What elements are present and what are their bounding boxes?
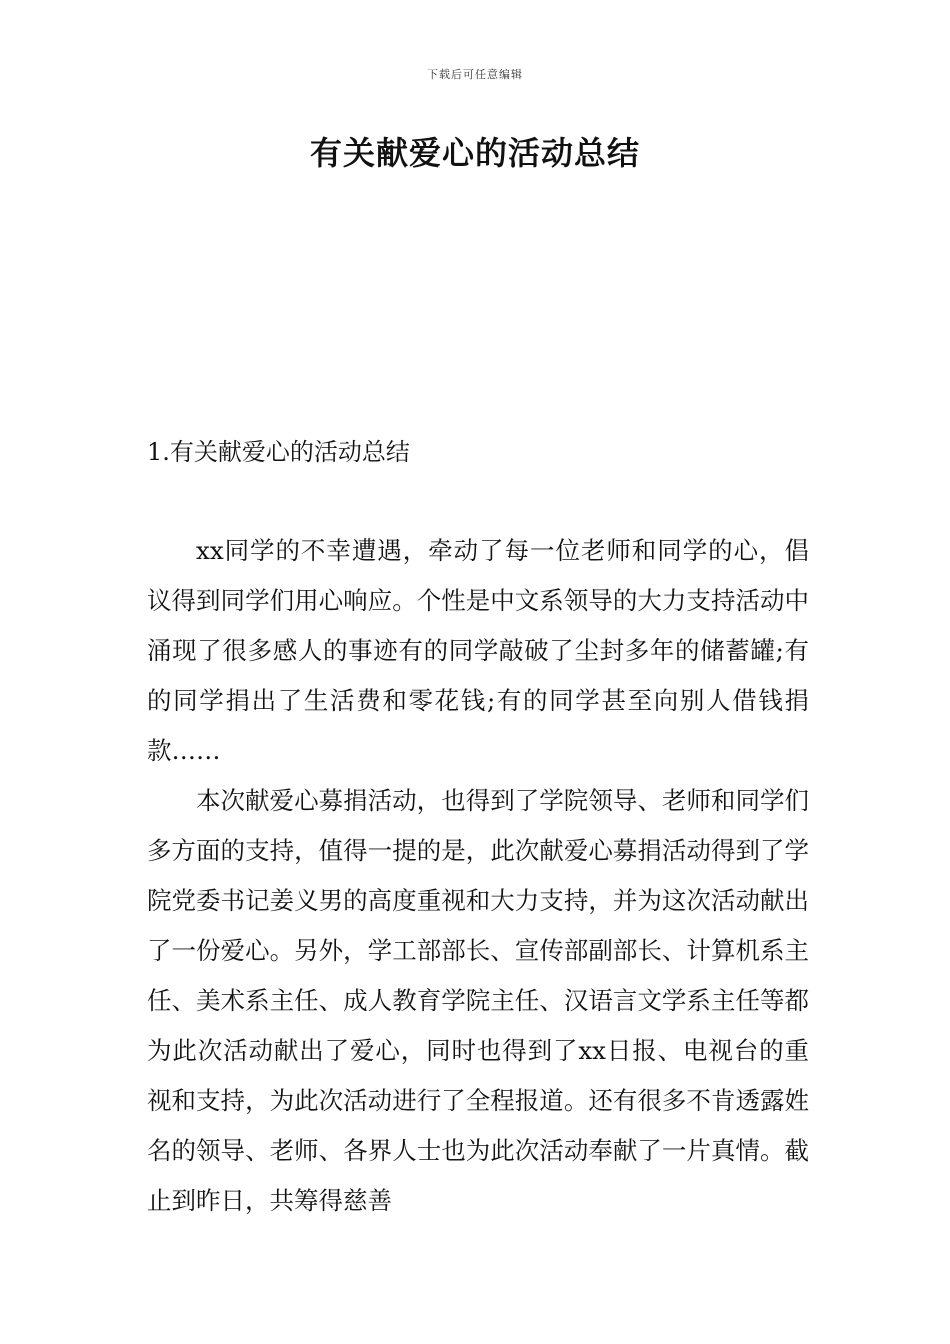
paragraph-1: xx同学的不幸遭遇，牵动了每一位老师和同学的心，倡议得到同学们用心响应。个性是中文系领导的大力支持活动中涌现了很多感人的事迹有的同学敲破了尘封多年的储蓄罐;有的同学捐出了生活费和零花钱;有的同学甚至向别人借钱捐款…… (147, 536, 809, 765)
paragraph-2: 本次献爱心募捐活动，也得到了学院领导、老师和同学们多方面的支持，值得一提的是，此次献爱心募捐活动得到了学院党委书记姜义男的高度重视和大力支持，并为这次活动献出了一份爱心。另外，学工部部长、宣传部副部长、计算机系主任、美术系主任、成人教育学院主任、汉语言文学系主任等都为此次活动献出了爱心，同时也得到了xx日报、电视台的重视和支持，为此次活动进行了全程报道。还有很多不肯透露姓名的领导、老师、各界人士也为此次活动奉献了一片真情。截止到昨日，共筹得慈善 (147, 786, 809, 1215)
document-title: 有关献爱心的活动总结 (309, 134, 640, 172)
section-heading: 1.有关献爱心的活动总结 (147, 438, 410, 466)
header-note: 下载后可任意编辑 (427, 68, 523, 81)
body-text (147, 526, 809, 1226)
